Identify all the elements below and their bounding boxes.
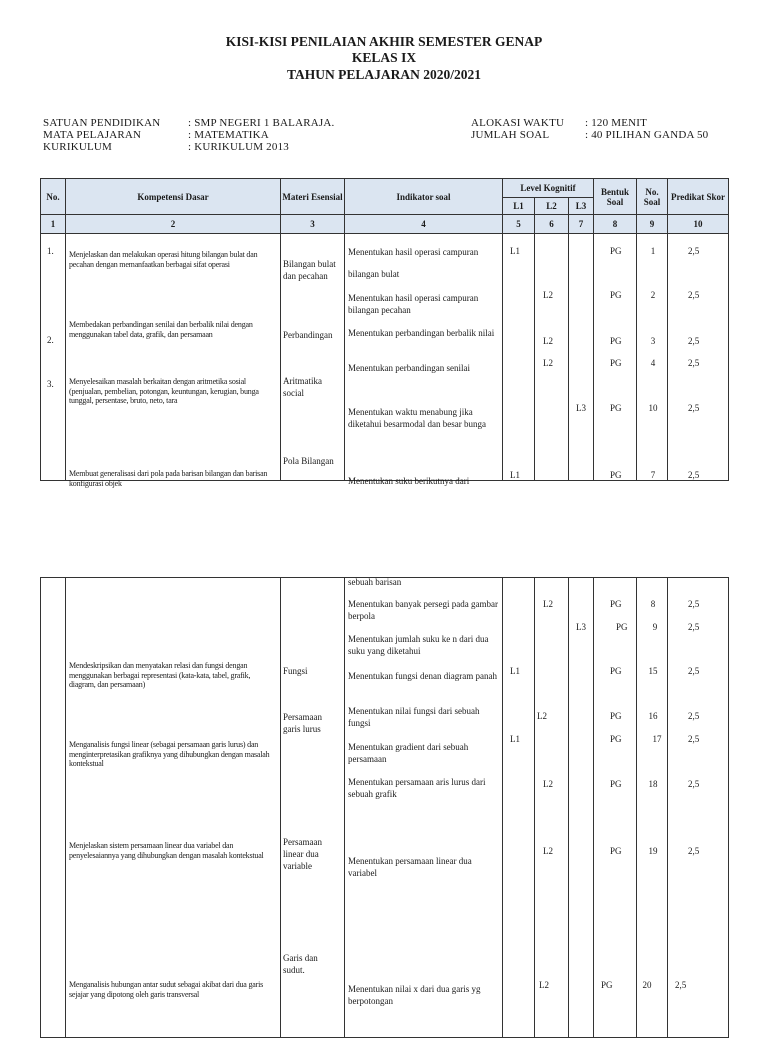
column-number: 5 (503, 215, 535, 234)
predikat-skor: 2,5 (688, 246, 700, 256)
indikator-text: Menentukan perbandingan berbalik nilai (348, 328, 495, 338)
bentuk-soal: PG (610, 470, 622, 480)
bentuk-soal: PG (610, 734, 622, 744)
bentuk-soal: PG (610, 246, 622, 256)
bentuk-soal: PG (610, 779, 622, 789)
header-predikat-skor: Predikat Skor (668, 179, 729, 215)
level-l2: L2 (539, 980, 549, 990)
indikator-text: Menentukan persamaan linear dua variabel (348, 856, 472, 878)
predikat-skor: 2,5 (688, 846, 700, 856)
document-title-line2: KELAS IX (351, 50, 417, 65)
indikator-text: Menentukan banyak persegi pada gambar berpola (348, 599, 498, 621)
level-l2: L2 (543, 358, 553, 368)
nomor-soal: 17 (652, 734, 662, 744)
nomor-soal: 4 (650, 358, 656, 368)
materi-text: Persamaan linear dua variable (283, 837, 322, 871)
kompetensi-text: Menganalisis fungsi linear (sebagai persamaan garis lurus) dan menginterpretasikan grafiknya yang dihubungkan dengan masalah kontekstual (69, 740, 270, 768)
body-col-l1 (503, 234, 535, 481)
row-number: 3. (47, 379, 54, 389)
predikat-skor: 2,5 (688, 470, 700, 480)
bentuk-soal: PG (610, 846, 622, 856)
indikator-text: Menentukan fungsi denan diagram panah (348, 671, 497, 681)
level-l1: L1 (510, 470, 520, 480)
bentuk-soal: PG (610, 358, 622, 368)
body-col-nosoal (637, 578, 668, 1038)
column-number: 10 (668, 215, 729, 234)
materi-text: Bilangan bulat dan pecahan (283, 259, 336, 281)
nomor-soal: 10 (648, 403, 658, 413)
materi-text: Persamaan garis lurus (283, 712, 322, 734)
header-kompetensi: Kompetensi Dasar (66, 179, 281, 215)
meta-label: MATA PELAJARAN (43, 129, 142, 141)
predikat-skor: 2,5 (675, 980, 687, 990)
row-number: 2. (47, 335, 54, 345)
body-col-skor (668, 578, 729, 1038)
bentuk-soal: PG (610, 290, 622, 300)
level-l2: L2 (543, 336, 553, 346)
predikat-skor: 2,5 (688, 290, 700, 300)
predikat-skor: 2,5 (688, 666, 700, 676)
bentuk-soal: PG (610, 336, 622, 346)
materi-text: Pola Bilangan (283, 456, 334, 466)
document-title-line1: KISI-KISI PENILAIAN AKHIR SEMESTER GENAP (225, 34, 543, 49)
meta-value: : 40 PILIHAN GANDA 50 (585, 129, 709, 141)
body-col-l3 (569, 578, 594, 1038)
column-number: 7 (569, 215, 594, 234)
indikator-text: Menentukan nilai fungsi dari sebuah fungsi (348, 706, 480, 728)
meta-left-values (188, 117, 335, 153)
indikator-text: Menentukan perbandingan senilai (348, 363, 470, 373)
header-indikator: Indikator soal (345, 179, 503, 215)
document-title-line3: TAHUN PELAJARAN 2020/2021 (286, 67, 481, 82)
column-number: 8 (594, 215, 637, 234)
nomor-soal: 9 (652, 622, 658, 632)
body-col-l1 (503, 578, 535, 1038)
body-col-no (41, 234, 66, 481)
kompetensi-text: Menjelaskan dan melakukan operasi hitung bilangan bulat dan pecahan dengan memanfaatkan berbagai sifat operasi (69, 250, 258, 269)
predikat-skor: 2,5 (688, 403, 700, 413)
meta-label: ALOKASI WAKTU (471, 117, 565, 129)
kompetensi-text: Menjelaskan sistem persamaan linear dua variabel dan penyelesaiannya yang dihubungkan dengan masalah kontekstual (69, 841, 264, 860)
bentuk-soal: PG (610, 403, 622, 413)
meta-right-values (585, 117, 708, 141)
level-l2: L2 (537, 711, 547, 721)
kompetensi-text: Menganalisis hubungan antar sudut sebagai akibat dari dua garis sejajar yang dipotong oleh garis transversal (69, 980, 264, 999)
level-l2: L2 (543, 846, 553, 856)
nomor-soal: 20 (642, 980, 652, 990)
meta-label: JUMLAH SOAL (471, 129, 550, 141)
predikat-skor: 2,5 (688, 734, 700, 744)
column-number: 9 (637, 215, 668, 234)
materi-text: Garis dan sudut. (283, 953, 318, 975)
predikat-skor: 2,5 (688, 622, 700, 632)
body-col-kompetensi (66, 578, 281, 1038)
bentuk-soal: PG (601, 980, 613, 990)
header-level-kognitif: Level Kognitif (503, 179, 594, 198)
bentuk-soal: PG (610, 666, 622, 676)
indikator-text: Menentukan suku berikutnya dari (348, 476, 470, 486)
column-number: 6 (535, 215, 569, 234)
bentuk-soal: PG (610, 711, 622, 721)
column-number: 1 (41, 215, 66, 234)
body-col-l3 (569, 234, 594, 481)
level-l3: L3 (576, 622, 586, 632)
meta-value: : MATEMATIKA (188, 129, 269, 141)
indikator-text: Menentukan persamaan aris lurus dari sebuah grafik (348, 777, 486, 799)
level-l1: L1 (510, 666, 520, 676)
body-col-bentuk (594, 234, 637, 481)
header-no-soal: No. Soal (637, 179, 668, 215)
column-number: 2 (66, 215, 281, 234)
predikat-skor: 2,5 (688, 599, 700, 609)
materi-text: Fungsi (283, 666, 308, 676)
header-bentuk-soal: Bentuk Soal (594, 179, 637, 215)
nomor-soal: 2 (650, 290, 656, 300)
row-number: 1. (47, 246, 54, 256)
bentuk-soal: PG (610, 599, 622, 609)
meta-label: KURIKULUM (43, 141, 113, 153)
indikator-text: Menentukan jumlah suku ke n dari dua suku yang diketahui (348, 634, 489, 656)
nomor-soal: 3 (650, 336, 656, 346)
nomor-soal: 19 (648, 846, 658, 856)
meta-value: : SMP NEGERI 1 BALARAJA. (188, 117, 335, 129)
materi-text: Aritmatika social (283, 376, 322, 398)
column-number: 4 (345, 215, 503, 234)
level-l3: L3 (576, 403, 586, 413)
kompetensi-text: Menyelesaikan masalah berkaitan dengan aritmetika sosial (penjualan, pembelian, potongan, keuntungan, kerugian, bunga tunggal, persentase, bruto, neto, tara (69, 377, 259, 405)
materi-text: Perbandingan (283, 330, 333, 340)
meta-right-labels (471, 117, 564, 141)
kompetensi-text: Mendeskripsikan dan menyatakan relasi dan fungsi dengan menggunakan berbagai representasi (kata-kata, tabel, grafik, diagram, dan persamaan) (69, 661, 251, 689)
header-l1: L1 (503, 198, 535, 215)
meta-left-labels (43, 117, 160, 153)
kompetensi-text: Membedakan perbandingan senilai dan berbalik nilai dengan menggunakan tabel data, grafik, dan persamaan (69, 320, 253, 339)
indikator-text: Menentukan gradient dari sebuah persamaan (348, 742, 469, 764)
body-col-nosoal (637, 234, 668, 481)
body-col-bentuk (594, 578, 637, 1038)
predikat-skor: 2,5 (688, 779, 700, 789)
meta-label: SATUAN PENDIDIKAN (43, 117, 161, 129)
kompetensi-text: Membuat generalisasi dari pola pada barisan bilangan dan barisan konfigurasi objek (69, 469, 268, 488)
nomor-soal: 18 (648, 779, 658, 789)
level-l2: L2 (543, 599, 553, 609)
predikat-skor: 2,5 (688, 358, 700, 368)
indikator-text: Menentukan hasil operasi campuran (348, 247, 479, 257)
nomor-soal: 7 (650, 470, 656, 480)
meta-value: : KURIKULUM 2013 (188, 141, 289, 153)
predikat-skor: 2,5 (688, 336, 700, 346)
indikator-text: Menentukan nilai x dari dua garis yg berpotongan (348, 984, 481, 1006)
header-l3: L3 (569, 198, 594, 215)
indikator-text: Menentukan waktu menabung jika diketahui besarmodal dan besar bunga (348, 407, 486, 429)
nomor-soal: 15 (648, 666, 658, 676)
header-no: No. (41, 179, 66, 215)
level-l2: L2 (543, 290, 553, 300)
level-l1: L1 (510, 246, 520, 256)
indikator-text: bilangan bulat (348, 269, 400, 279)
nomor-soal: 8 (650, 599, 656, 609)
body-col-skor (668, 234, 729, 481)
indikator-text: sebuah barisan (348, 577, 402, 587)
body-col-l2 (535, 578, 569, 1038)
column-number: 3 (281, 215, 345, 234)
header-l2: L2 (535, 198, 569, 215)
body-col-no (41, 578, 66, 1038)
header-materi: Materi Esensial (281, 179, 345, 215)
body-col-l2 (535, 234, 569, 481)
level-l1: L1 (510, 734, 520, 744)
level-l2: L2 (543, 779, 553, 789)
indikator-text: Menentukan hasil operasi campuran bilangan pecahan (348, 293, 479, 315)
body-col-kompetensi (66, 234, 281, 481)
nomor-soal: 16 (648, 711, 658, 721)
meta-value: : 120 MENIT (585, 117, 648, 129)
predikat-skor: 2,5 (688, 711, 700, 721)
bentuk-soal: PG (616, 622, 628, 632)
nomor-soal: 1 (650, 246, 656, 256)
